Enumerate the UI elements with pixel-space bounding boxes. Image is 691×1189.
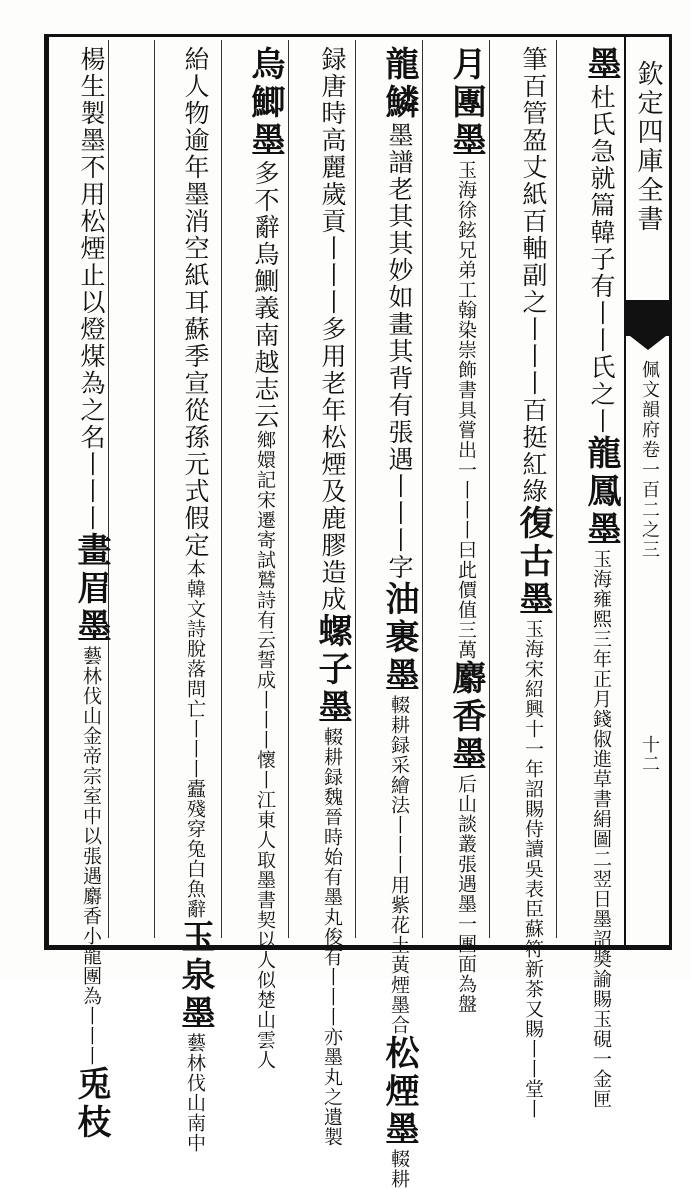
text-column-4	[364, 46, 419, 1189]
volume-number: 卷一百二之三	[639, 440, 660, 560]
entry-heading: 玉泉墨	[175, 919, 215, 1033]
entry-text: 杜氏急就篇韓子	[587, 84, 616, 273]
fish-tail-point-icon	[630, 336, 666, 350]
entry-text: 輟耕録魏晉時始有墨丸俊有丨丨丨亦墨丸之遺製	[321, 727, 343, 1147]
entry-heading: 油裹墨	[379, 581, 419, 695]
column-rule	[154, 40, 155, 938]
text-column-3	[431, 46, 486, 1014]
entry-heading: 螺子墨	[312, 613, 352, 727]
entry-text: 墨譜老其其妙如畫	[385, 122, 414, 338]
entry-text: 以燈煤為之名丨丨丨	[77, 289, 106, 532]
column-rule	[422, 40, 423, 938]
column-rule	[288, 40, 289, 938]
text-column-1	[566, 46, 621, 1109]
text-column-8	[56, 46, 111, 1142]
entry-text: 輟耕	[388, 1149, 410, 1189]
text-column-2	[498, 46, 553, 1119]
entry-text: 玉海雍熙三年正月錢俶進草書絹圖二翌日墨詔奬諭賜玉硯一金匣	[590, 549, 612, 1109]
entry-heading: 復古墨	[513, 505, 553, 619]
entry-text: 藝林伐山南中	[184, 1033, 206, 1153]
column-rule	[221, 40, 222, 938]
entry-heading: 烏鯽墨	[245, 46, 285, 160]
entry-heading: 月團墨	[446, 46, 486, 160]
entry-heading: 麝香墨	[446, 660, 486, 774]
entry-heading: 龍鳳墨	[581, 435, 621, 549]
entry-text: 玉海宋紹興十一年詔賜侍讀吳表臣蘇符新茶又賜丨丨堂丨	[522, 619, 544, 1119]
column-rule	[556, 40, 557, 938]
entry-text: 紿人物逾年墨消空紙耳蘇季宣從孫元式假定	[181, 46, 210, 559]
entry-heading: 龍鱗	[379, 46, 419, 122]
entry-text: 副之丨丨丨百挺紅綠	[519, 262, 548, 505]
entry-heading: 松煙墨	[379, 1035, 419, 1149]
entry-text: 楊生製墨不用松煙止	[77, 46, 106, 289]
volume-label	[632, 360, 666, 620]
entry-text: 后山談叢張遇墨一團面為盤	[455, 774, 477, 1014]
page-number: 十二	[639, 735, 660, 773]
entry-heading: 兎枝	[71, 1066, 111, 1142]
entry-text: 本韓文詩脫落問亡丨丨丨蠹殘穿兔白魚辭	[184, 559, 206, 919]
entry-heading: 墨	[581, 46, 621, 84]
entry-text: 録唐時高麗歲貢丨丨丨多	[318, 46, 347, 343]
entry-text: 其背有張遇丨丨丨字	[385, 338, 414, 581]
entry-text: 玉海徐鉉兄弟工翰染崇飾書具嘗出一丨丨丨曰此價值三萬	[455, 160, 477, 660]
fish-tail-mark-icon	[624, 300, 672, 336]
entry-text: 鄉嬛記宋遷寄試鷲詩有云誓成丨丨丨懷丨江東人取墨書契以人似楚山雲人	[254, 430, 276, 1070]
entry-text: 筆百管盈丈紙百軸	[519, 46, 548, 262]
text-column-5	[297, 46, 352, 1147]
column-rule	[355, 40, 356, 938]
entry-heading: 畫眉墨	[71, 532, 111, 646]
entry-text: 多不辭烏鰂義南越志云	[251, 160, 280, 430]
entry-text: 有丨丨氏之丨	[587, 273, 616, 435]
book-title: 欽定四庫全書	[633, 60, 663, 234]
entry-text: 用老年松煙及鹿膠造成	[318, 343, 347, 613]
entry-text: 輟耕録采繪法丨丨丨用紫花土黃煙墨合	[388, 695, 410, 1035]
text-column-6	[230, 46, 285, 1070]
entry-text: 藝林伐山金帝宗室中以張遇麝香小龍團為丨丨丨	[80, 646, 102, 1066]
column-rule	[489, 40, 490, 938]
text-column-7	[160, 46, 215, 1153]
sub-title: 佩文韻府	[639, 360, 660, 440]
